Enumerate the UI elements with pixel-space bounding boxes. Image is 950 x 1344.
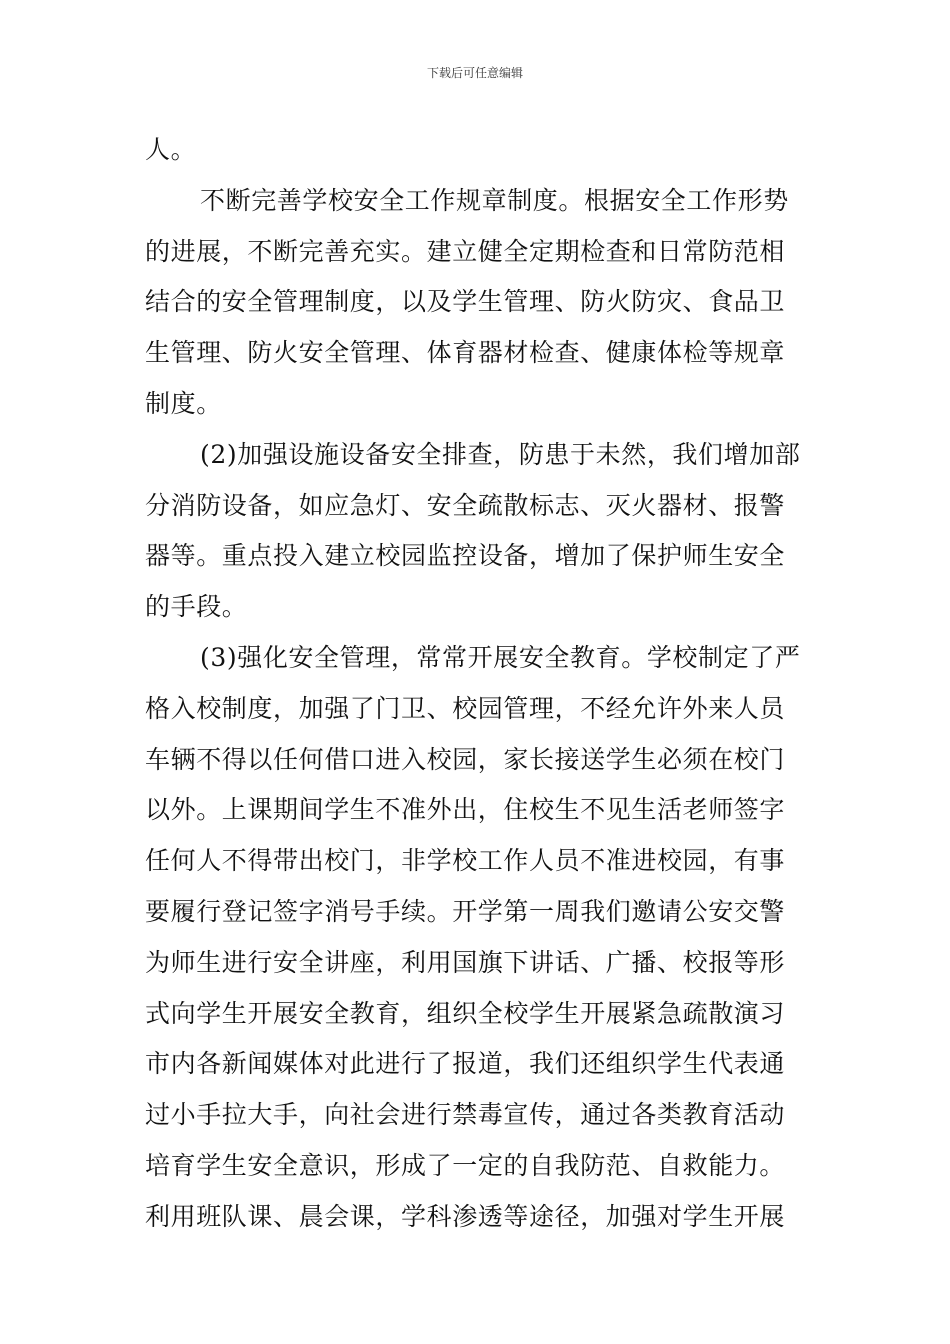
- text-line-10: 的手段。: [145, 592, 248, 622]
- text-line-7: (2)加强设施设备安全排查，防患于未然，我们增加部: [200, 439, 801, 469]
- text-line-15: 任何人不得带出校门，非学校工作人员不准进校园，有事: [145, 846, 786, 876]
- text-line-2: 不断完善学校安全工作规章制度。根据安全工作形势: [200, 185, 789, 215]
- text-line-18: 式向学生开展安全教育，组织全校学生开展紧急疏散演习: [145, 998, 786, 1028]
- text-line-3: 的进展，不断完善充实。建立健全定期检查和日常防范相: [145, 236, 786, 266]
- text-line-5: 生管理、防火安全管理、体育器材检查、健康体检等规章: [145, 338, 786, 368]
- text-line-9: 器等。重点投入建立校园监控设备，增加了保护师生安全: [145, 541, 786, 571]
- text-line-17: 为师生进行安全讲座，利用国旗下讲话、广播、校报等形: [145, 947, 786, 977]
- text-line-13: 车辆不得以任何借口进入校园，家长接送学生必须在校门: [145, 744, 786, 774]
- text-line-22: 利用班队课、晨会课，学科渗透等途径，加强对学生开展: [145, 1201, 786, 1231]
- text-line-11: (3)强化安全管理，常常开展安全教育。学校制定了严: [200, 642, 801, 672]
- text-line-6: 制度。: [145, 388, 222, 418]
- page-header: 下载后可任意编辑: [426, 66, 523, 80]
- text-line-19: 市内各新闻媒体对此进行了报道，我们还组织学生代表通: [145, 1049, 786, 1079]
- text-line-21: 培育学生安全意识，形成了一定的自我防范、自救能力。: [145, 1150, 786, 1180]
- text-line-12: 格入校制度，加强了门卫、校园管理，不经允许外来人员: [145, 693, 786, 723]
- document-body: [145, 125, 810, 1243]
- text-line-16: 要履行登记签字消号手续。开学第一周我们邀请公安交警: [145, 896, 786, 926]
- text-line-8: 分消防设备，如应急灯、安全疏散标志、灭火器材、报警: [145, 490, 786, 520]
- text-line-4: 结合的安全管理制度，以及学生管理、防火防灾、食品卫: [145, 287, 786, 317]
- text-line-14: 以外。上课期间学生不准外出，住校生不见生活老师签字: [145, 795, 786, 825]
- text-line-1: 人。: [145, 135, 197, 164]
- text-line-20: 过小手拉大手，向社会进行禁毒宣传，通过各类教育活动: [145, 1100, 786, 1130]
